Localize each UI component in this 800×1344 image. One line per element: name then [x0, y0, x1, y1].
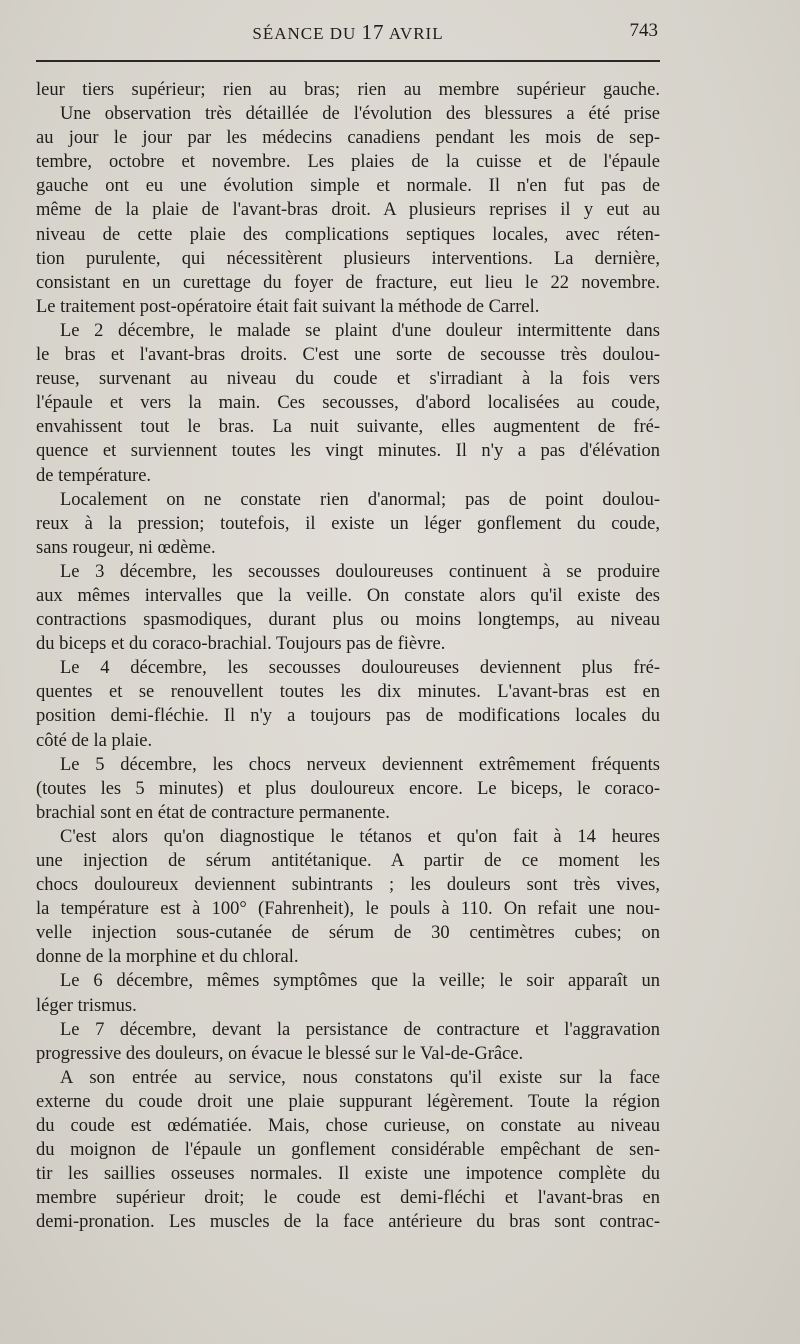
text-line: gauche ont eu une évolution simple et normale. Il n'en fut pas de	[36, 176, 660, 197]
text-line: position demi-fléchie. Il n'y a toujours pas de modifications locales du	[36, 706, 660, 727]
text-line: leur tiers supérieur; rien au bras; rien au membre supérieur gauche.	[36, 80, 660, 100]
text-line: chocs douloureux deviennent subintrants ; les douleurs sont très vives,	[36, 875, 660, 896]
text-line: membre supérieur droit; le coude est demi-fléchi et l'avant-bras en	[36, 1188, 660, 1209]
text-line: au jour le jour par les médecins canadiens pendant les mois de sep-	[36, 128, 660, 149]
text-line: Le 4 décembre, les secousses douloureuses deviennent plus fré-	[60, 658, 660, 679]
text-line: C'est alors qu'on diagnostique le tétanos et qu'on fait à 14 heures	[60, 826, 660, 847]
text-line: Une observation très détaillée de l'évolution des blessures a été prise	[60, 104, 660, 125]
text-line: (toutes les 5 minutes) et plus douloureux encore. Le biceps, le coraco-	[36, 778, 660, 799]
text-line: contractions spasmodiques, durant plus ou moins longtemps, au niveau	[36, 610, 660, 631]
text-line: A son entrée au service, nous constatons qu'il existe sur la face	[60, 1067, 660, 1088]
text-line: quence et surviennent toutes les vingt minutes. Il n'y a pas d'élévation	[36, 441, 660, 462]
text-line: Le 2 décembre, le malade se plaint d'une douleur intermittente dans	[60, 320, 660, 341]
title-suffix: AVRIL	[384, 24, 444, 43]
text-line: l'épaule et vers la main. Ces secousses, d'abord localisées au coude,	[36, 393, 660, 414]
text-line: même de la plaie de l'avant-bras droit. A plusieurs reprises il y eut au	[36, 200, 660, 221]
text-line: velle injection sous-cutanée de sérum de 30 centimètres cubes; on	[36, 923, 660, 944]
text-line: léger trismus.	[36, 995, 137, 1016]
text-line: Le 7 décembre, devant la persistance de contracture et l'aggravation	[60, 1019, 660, 1040]
title-prefix: SÉANCE DU	[252, 24, 362, 43]
text-line: du biceps et du coraco-brachial. Toujours pas de fièvre.	[36, 634, 446, 655]
text-line: progressive des douleurs, on évacue le blessé sur le Val-de-Grâce.	[36, 1043, 524, 1064]
text-line: consistant en un curettage du foyer de fracture, eut lieu le 22 novembre.	[36, 272, 660, 293]
header-rule	[36, 60, 660, 62]
text-line: brachial sont en état de contracture permanente.	[36, 802, 390, 823]
title-day: 17	[361, 20, 385, 44]
text-line: donne de la morphine et du chloral.	[36, 947, 299, 968]
text-line: demi-pronation. Les muscles de la face antérieure du bras sont contrac-	[36, 1212, 660, 1233]
text-line: niveau de cette plaie des complications septiques locales, avec réten-	[36, 224, 660, 245]
running-title	[36, 20, 660, 45]
running-header	[36, 18, 660, 48]
text-line: envahissent tout le bras. La nuit suivante, elles augmentent de fré-	[36, 417, 660, 438]
text-line: le bras et l'avant-bras droits. C'est une sorte de secousse très doulou-	[36, 345, 660, 366]
text-line: tir les saillies osseuses normales. Il existe une impotence complète du	[36, 1164, 660, 1185]
text-line: Le 3 décembre, les secousses douloureuses continuent à se produire	[60, 561, 660, 582]
text-line: la température est à 100° (Fahrenheit), le pouls à 110. On refait une nou-	[36, 899, 660, 920]
text-line: du moignon de l'épaule un gonflement considérable empêchant de sen-	[36, 1140, 660, 1161]
text-line: Localement on ne constate rien d'anormal; pas de point doulou-	[60, 489, 660, 510]
text-line: reuse, survenant au niveau du coude et s'irradiant à la fois vers	[36, 369, 660, 390]
text-line: externe du coude droit une plaie suppurant légèrement. Toute la région	[36, 1091, 660, 1112]
text-line: de température.	[36, 465, 152, 486]
text-line: tion purulente, qui nécessitèrent plusieurs interventions. La dernière,	[36, 248, 660, 269]
text-line: aux mêmes intervalles que la veille. On constate alors qu'il existe des	[36, 585, 660, 606]
page-number: 743	[629, 20, 658, 41]
text-line: Le 5 décembre, les chocs nerveux deviennent extrêmement fréquents	[60, 754, 660, 775]
text-line: côté de la plaie.	[36, 730, 153, 751]
text-line: Le traitement post-opératoire était fait suivant la méthode de Carrel.	[36, 296, 540, 317]
body-text	[36, 78, 660, 1235]
text-line: reux à la pression; toutefois, il existe un léger gonflement du coude,	[36, 513, 660, 534]
text-line: sans rougeur, ni œdème.	[36, 537, 216, 558]
text-line: Le 6 décembre, mêmes symptômes que la veille; le soir apparaît un	[60, 971, 660, 992]
text-line: tembre, octobre et novembre. Les plaies de la cuisse et de l'épaule	[36, 152, 660, 173]
text-line: une injection de sérum antitétanique. A partir de ce moment les	[36, 851, 660, 871]
text-line: quentes et se renouvellent toutes les dix minutes. L'avant-bras est en	[36, 682, 660, 703]
text-line: du coude est œdématiée. Mais, chose curieuse, on constate au niveau	[36, 1116, 660, 1137]
